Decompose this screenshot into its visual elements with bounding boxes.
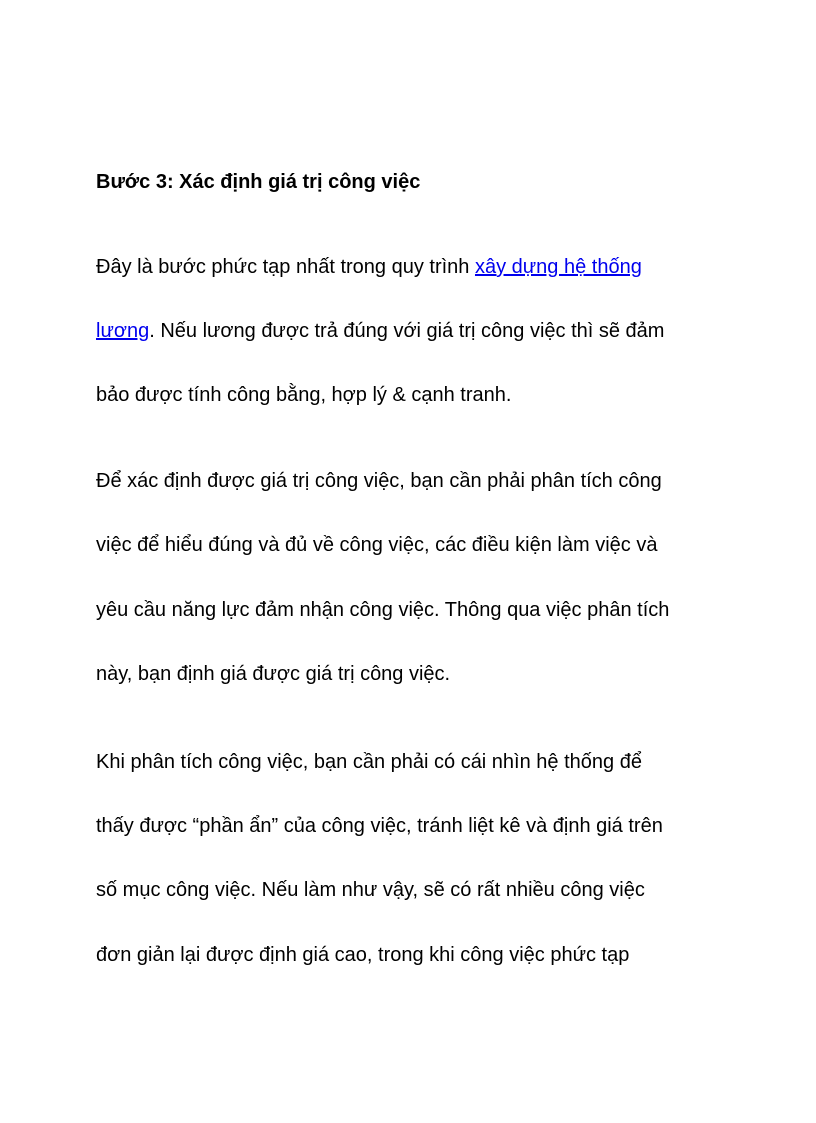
paragraph-2-line-4: này, bạn định giá được giá trị công việc.: [96, 663, 451, 685]
paragraph-3-line-3: số mục công việc. Nếu làm như vậy, sẽ có rất nhiều công việc: [96, 879, 645, 901]
paragraph-1-line-3: bảo được tính công bằng, hợp lý & cạnh tranh.: [96, 384, 512, 406]
salary-system-link-continued[interactable]: lương: [96, 320, 150, 342]
paragraph-1-line-2: [96, 318, 664, 344]
salary-system-link[interactable]: xây dựng hệ thống: [474, 256, 642, 278]
paragraph-1-text-continued: . Nếu lương được trả đúng với giá trị công việc thì sẽ đảm: [149, 320, 665, 342]
paragraph-1-text-start: Đây là bước phức tạp nhất trong quy trình: [96, 256, 475, 278]
paragraph-2-line-3: yêu cầu năng lực đảm nhận công việc. Thông qua việc phân tích: [96, 599, 670, 621]
paragraph-3-line-1: Khi phân tích công việc, bạn cần phải có cái nhìn hệ thống để: [96, 751, 642, 773]
paragraph-1-line-1: [96, 254, 642, 280]
paragraph-3-line-4: đơn giản lại được định giá cao, trong khi công việc phức tạp: [96, 944, 630, 966]
paragraph-2-line-1: Để xác định được giá trị công việc, bạn cần phải phân tích công: [96, 470, 662, 492]
section-heading: Bước 3: Xác định giá trị công việc: [96, 171, 421, 193]
paragraph-3-line-2: thấy được “phần ẩn” của công việc, tránh liệt kê và định giá trên: [96, 815, 663, 837]
paragraph-2-line-2: việc để hiểu đúng và đủ về công việc, các điều kiện làm việc và: [96, 534, 658, 556]
